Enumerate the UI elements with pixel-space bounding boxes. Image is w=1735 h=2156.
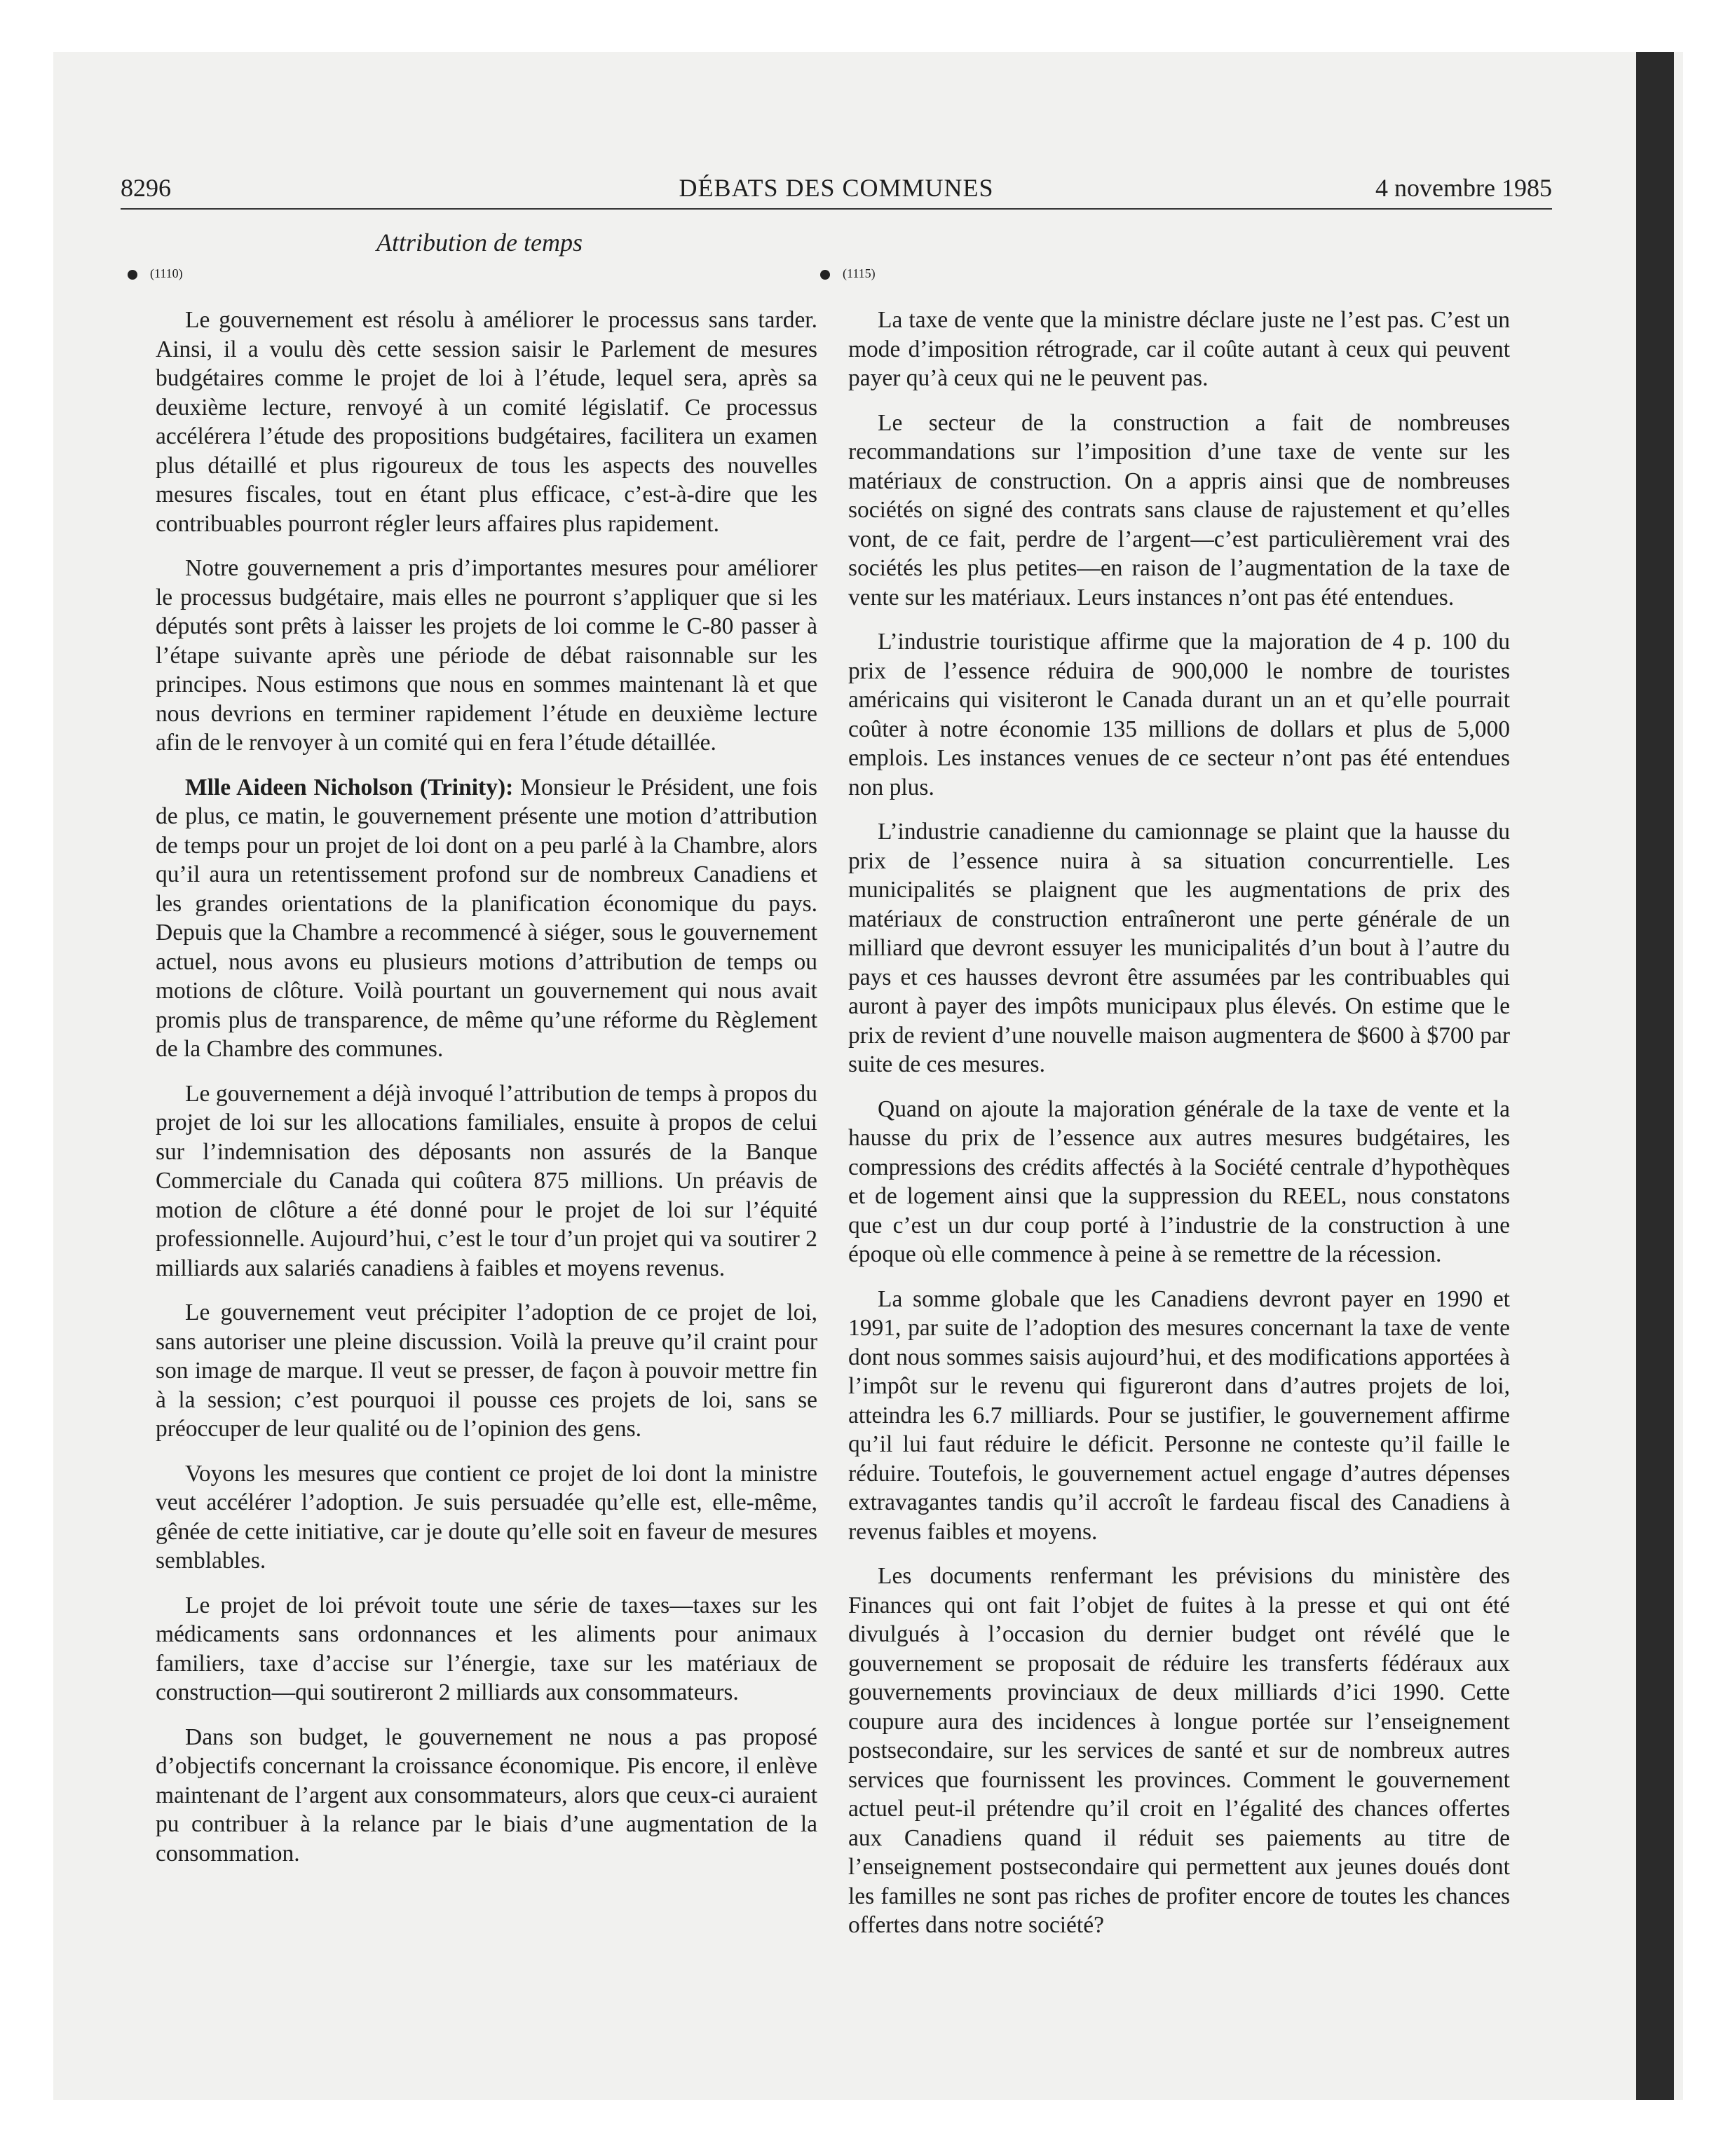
time-marker-text: (1110) bbox=[150, 266, 183, 280]
paragraph: Les documents renfermant les prévisions du ministère des Finances qui ont fait l’objet de fuites à la presse et qui ont été divulgués à l’occasion du dernier budget ont révélé que le gouvernement se proposait de réduire les transferts fédéraux aux gouvernements provinciaux de deux milliards d’ici 1990. Cette coupure aura des incidences à longue portée sur l’enseignement postsecondaire, sur les services de santé et sur de nombreux autres services que fournissent les provinces. Comment le gouvernement actuel peut-il prétendre qu’il croit en l’égalité des chances offertes aux Canadiens quand il réduit ses paiements au titre de l’enseignement postsecondaire qui permettent aux jeunes doués dont les familles ne sont pas riches de profiter encore de toutes les chances offertes dans notre société? bbox=[848, 1563, 1510, 1938]
paragraph: Quand on ajoute la majoration générale de la taxe de vente et la hausse du prix de l’essence aux autres mesures budgétaires, les compressions des crédits affectés à la Société centrale d’hypothèques et de logement ainsi que la suppression du REEL, nous constatons que c’est un dur coup porté à l’industrie de la construction à une époque où elle commence à peine à se remettre de la récession. bbox=[848, 1096, 1510, 1267]
scan-edge-shadow bbox=[1636, 52, 1674, 2100]
speaker-paragraph bbox=[156, 773, 817, 1064]
paragraph: La taxe de vente que la ministre déclare juste ne l’est pas. C’est un mode d’imposition rétrograde, car il coûte autant à ceux qui peuvent payer qu’à ceux qui ne le peuvent pas. bbox=[848, 307, 1510, 391]
bullet-icon bbox=[128, 270, 137, 280]
publication-title: DÉBATS DES COMMUNES bbox=[679, 174, 994, 202]
time-marker bbox=[820, 261, 1510, 306]
paragraph: Le gouvernement a déjà invoqué l’attribution de temps à propos du projet de loi sur les allocations familiales, ensuite à propos de celui sur l’indemnisation des déposants non assurés de la Banque Commerciale du Canada qui coûtera 875 millions. Un préavis de motion de clôture a été donné pour le projet de loi sur l’équité professionnelle. Aujourd’hui, c’est le tour d’un projet qui va soutirer 2 milliards aux salariés canadiens à faibles et moyens revenus. bbox=[156, 1080, 817, 1281]
time-marker bbox=[128, 261, 817, 306]
speaker-name: Mlle Aideen Nicholson (Trinity): bbox=[185, 774, 514, 800]
page-number: 8296 bbox=[121, 174, 171, 202]
speaker-text: Monsieur le Président, une fois de plus, ce matin, le gouvernement présente une motion d’attribution de temps pour un projet de loi dont on a peu parlé à la Chambre, alors qu’il aura un retentissement profond sur de nombreux Canadiens et les grandes orientations de la planification économique du pays. Depuis que la Chambre a recommencé à siéger, sous le gouvernement actuel, nous avons eu plusieurs motions d’attribution de temps ou motions de clôture. Voilà pourtant un gouvernement qui nous avait promis plus de transparence, de même qu’une réforme du Règlement de la Chambre des communes. bbox=[156, 774, 818, 1062]
bullet-icon bbox=[820, 270, 830, 280]
paragraph: Le gouvernement est résolu à améliorer le processus sans tarder. Ainsi, il a voulu dès cette session saisir le Parlement de mesures budgétaires comme le projet de loi à l’étude, lequel sera, après sa deuxième lecture, renvoyé à un comité législatif. Ce processus accélérera l’étude des propositions budgétaires, facilitera un examen plus détaillé et plus rigoureux de tous les aspects des nouvelles mesures fiscales, tout en étant plus efficace, c’est-à-dire que les contribuables pourront régler leurs affaires plus rapidement. bbox=[156, 307, 817, 537]
page-header bbox=[121, 173, 1552, 210]
paragraph: Le secteur de la construction a fait de nombreuses recommandations sur l’imposition d’une taxe de vente sur les matériaux de construction. On a appris ainsi que de nombreuses sociétés on signé des contrats sans clause de rajustement et qu’elles vont, de ce fait, perdre de l’argent—c’est particulièrement vrai des sociétés les plus petites—en raison de l’augmentation de la taxe de vente sur les matériaux. Leurs instances n’ont pas été entendues. bbox=[848, 409, 1510, 610]
page-date: 4 novembre 1985 bbox=[1375, 174, 1552, 202]
paragraph: Notre gouvernement a pris d’importantes mesures pour améliorer le processus budgétaire, mais elles ne pourront s’appliquer que si les députés sont prêts à laisser les projets de loi comme le C-80 passer à l’étape suivante après une période de débat raisonnable sur les principes. Nous estimons que nous en sommes maintenant là et que nous devrions en terminer rapidement l’étude en deuxième lecture afin de le renvoyer à un comité qui en fera l’étude détaillée. bbox=[156, 555, 817, 756]
time-marker-text: (1115) bbox=[843, 266, 876, 280]
left-column bbox=[150, 224, 818, 1883]
section-title: Attribution de temps bbox=[376, 228, 583, 257]
right-column bbox=[843, 224, 1510, 1956]
paragraph: Le gouvernement veut précipiter l’adoption de ce projet de loi, sans autoriser une pleine discussion. Voilà la preuve qu’il craint pour son image de marque. Il veut se presser, de façon à pouvoir mettre fin à la session; c’est pourquoi il pousse ces projets de loi, sans se préoccuper de leur qualité ou de l’opinion des gens. bbox=[156, 1299, 817, 1442]
paragraph: L’industrie canadienne du camionnage se plaint que la hausse du prix de l’essence nuira à sa situation concurrentielle. Les municipalités se plaignent que les augmentations de prix des matériaux de construction entraîneront une perte générale de un milliard que devront essuyer les municipalités d’un bout à l’autre du pays et ces hausses devront être assumées par les contribuables qui auront à payer des impôts municipaux plus élevés. On estime que le prix de revient d’une nouvelle maison augmentera de $600 à $700 par suite de ces mesures. bbox=[848, 819, 1510, 1077]
paragraph: Voyons les mesures que contient ce projet de loi dont la ministre veut accélérer l’adoption. Je suis persuadée qu’elle est, elle-même, gênée de cette initiative, car je doute qu’elle soit en faveur de mesures semblables. bbox=[156, 1460, 817, 1574]
paragraph: La somme globale que les Canadiens devront payer en 1990 et 1991, par suite de l’adoption des mesures concernant la taxe de vente dont nous sommes saisis aujourd’hui, et des modifications apportées à l’impôt sur le revenu qui figureront dans d’autres projets de loi, atteindra les 6.7 milliards. Pour se justifier, le gouvernement affirme qu’il lui faut réduire le déficit. Personne ne conteste qu’il faille le réduire. Toutefois, le gouvernement actuel engage d’autres dépenses extravagantes tandis qu’il accroît le fardeau fiscal des Canadiens à revenus faibles et moyens. bbox=[848, 1285, 1510, 1545]
paragraph: L’industrie touristique affirme que la majoration de 4 p. 100 du prix de l’essence réduira de 900,000 le nombre de touristes américains qui visiteront le Canada durant un an et qu’elle pourrait coûter à notre économie 135 millions de dollars et plus de 5,000 emplois. Les instances venues de ce secteur n’ont pas été entendues non plus. bbox=[848, 629, 1510, 800]
paragraph: Le projet de loi prévoit toute une série de taxes—taxes sur les médicaments sans ordonnances et les aliments pour animaux familiers, taxe d’accise sur l’énergie, taxe sur les matériaux de construction—qui soutireront 2 milliards aux consommateurs. bbox=[156, 1592, 817, 1705]
paragraph: Dans son budget, le gouvernement ne nous a pas proposé d’objectifs concernant la croissance économique. Pis encore, il enlève maintenant de l’argent aux consommateurs, alors que ceux-ci auraient pu contribuer à la relance par le biais d’une augmentation de la consommation. bbox=[156, 1724, 817, 1867]
